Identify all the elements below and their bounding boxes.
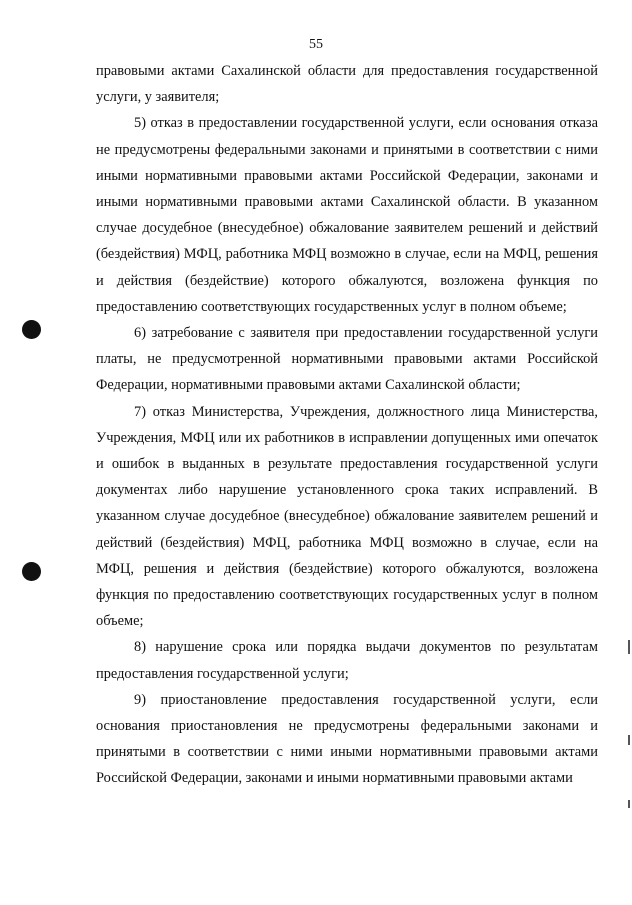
- paragraph-item-8: 8) нарушение срока или порядка выдачи документов по результатам предоставления государственной услуги;: [96, 639, 598, 682]
- scan-edge-mark: [628, 800, 630, 808]
- page-number: 55: [309, 37, 323, 52]
- punch-hole-top: [22, 320, 41, 339]
- scan-edge-mark: [628, 640, 630, 654]
- paragraph-item-6: 6) затребование с заявителя при предоставлении государственной услуги платы, не предусмотренной нормативными правовыми актами Российской Федерации, нормативными правовыми актами Сахалинской области;: [96, 325, 598, 394]
- scan-edge-mark: [628, 735, 630, 745]
- paragraph-continuation: правовыми актами Сахалинской области для предоставления государственной услуги, у заявителя;: [96, 63, 598, 106]
- document-body: [96, 58, 598, 792]
- paragraph-item-7: 7) отказ Министерства, Учреждения, должностного лица Министерства, Учреждения, МФЦ или их работников в исправлении допущенных ими опечаток и ошибок в выданных в результате предоставления государственной услуги документах либо нарушение установленного срока таких исправлений. В указанном случае досудебное (внесудебное) обжалование заявителем решений и действий (бездействия) МФЦ, работника МФЦ возможно в случае, если на МФЦ, решения и действия (бездействие) которого обжалуются, возложена функция по предоставлению соответствующих государственных услуг в полном объеме;: [96, 403, 598, 630]
- punch-hole-bottom: [22, 562, 41, 581]
- paragraph-item-9: 9) приостановление предоставления государственной услуги, если основания приостановления не предусмотрены федеральными законами и принятыми в соответствии с ними иными нормативными правовыми актами Российской Федерации, законами и иными нормативными правовыми актами: [96, 691, 598, 787]
- paragraph-item-5: 5) отказ в предоставлении государственной услуги, если основания отказа не предусмотрены федеральными законами и принятыми в соответствии с ними иными нормативными правовыми актами Российской Федерации, законами и иными нормативными правовыми актами Сахалинской области. В указанном случае досудебное (внесудебное) обжалование заявителем решений и действий (бездействия) МФЦ, работника МФЦ возможно в случае, если на МФЦ, решения и действия (бездействие) которого обжалуются, возложена функция по предоставлению соответствующих государственных услуг в полном объеме;: [96, 115, 598, 315]
